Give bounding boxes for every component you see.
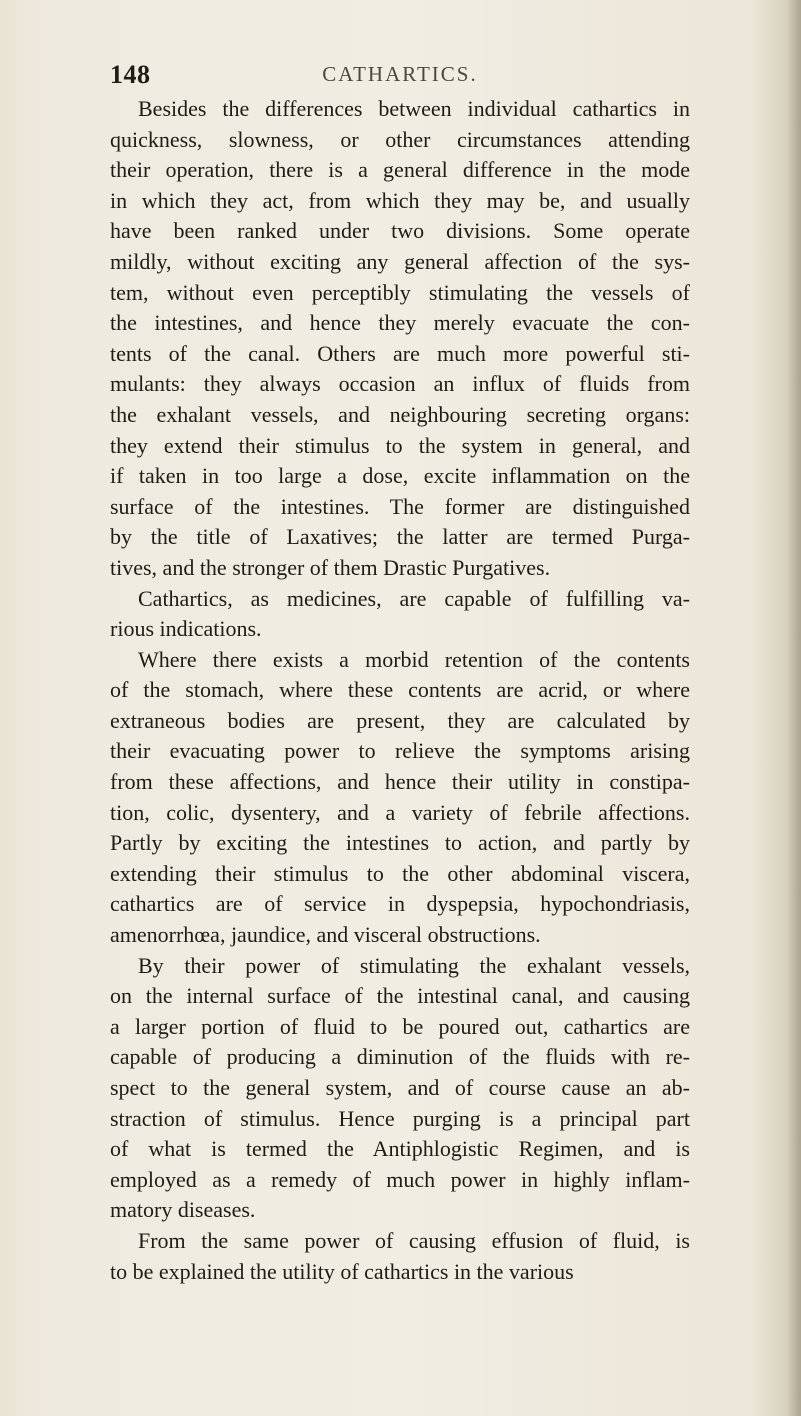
- text-line: matory diseases.: [110, 1197, 256, 1223]
- text-line: surface of the intestines. The former are distinguished: [110, 493, 690, 519]
- text-line: quickness, slowness, or other circumstances attending: [110, 126, 690, 152]
- text-line: their operation, there is a general difference in the mode: [110, 157, 690, 183]
- text-line: on the internal surface of the intestinal canal, and causing: [110, 983, 690, 1009]
- paragraph-2: [110, 584, 690, 645]
- text-line: Partly by exciting the intestines to action, and partly by: [110, 830, 690, 856]
- text-line: amenorrhœa, jaundice, and visceral obstructions.: [110, 922, 541, 948]
- text-line: Besides the differences between individual cathartics in: [138, 96, 690, 121]
- text-line: of the stomach, where these contents are acrid, or where: [110, 677, 690, 703]
- text-line: mulants: they always occasion an influx of fluids from: [110, 371, 690, 397]
- text-line: Where there exists a morbid retention of the contents: [138, 646, 690, 672]
- text-line: extraneous bodies are present, they are calculated by: [110, 707, 690, 733]
- running-head: CATHARTICS.: [322, 62, 478, 86]
- text-line: straction of stimulus. Hence purging is a principal part: [110, 1105, 690, 1131]
- text-line: their evacuating power to relieve the symptoms arising: [110, 738, 690, 764]
- paragraph-3: [110, 645, 690, 951]
- page-header: [110, 60, 690, 96]
- text-line: extending their stimulus to the other abdominal viscera,: [110, 860, 690, 886]
- text-line: capable of producing a diminution of the fluids with re-: [110, 1044, 690, 1070]
- text-line: have been ranked under two divisions. Some operate: [110, 218, 690, 244]
- paragraph-4: [110, 951, 690, 1226]
- text-line: to be explained the utility of cathartics in the various: [110, 1258, 574, 1284]
- text-line: tents of the canal. Others are much more powerful sti-: [110, 340, 690, 366]
- text-line: By their power of stimulating the exhalant vessels,: [138, 952, 690, 978]
- text-line: a larger portion of fluid to be poured out, cathartics are: [110, 1013, 690, 1039]
- text-line: employed as a remedy of much power in highly inflam-: [110, 1166, 690, 1192]
- body-text: [110, 94, 690, 1287]
- text-line: by the title of Laxatives; the latter are termed Purga-: [110, 524, 690, 550]
- paragraph-5: [110, 1226, 690, 1287]
- text-line: From the same power of causing effusion of fluid, is: [138, 1227, 690, 1253]
- text-line: in which they act, from which they may be, and usually: [110, 187, 690, 213]
- text-line: mildly, without exciting any general affection of the sys-: [110, 248, 690, 274]
- text-line: spect to the general system, and of course cause an ab-: [110, 1075, 690, 1100]
- text-line: tives, and the stronger of them Drastic Purgatives.: [110, 554, 551, 580]
- text-line: the exhalant vessels, and neighbouring secreting organs:: [110, 401, 690, 427]
- page-edge-shadow: [787, 0, 801, 1416]
- text-line: tem, without even perceptibly stimulating the vessels of: [110, 279, 690, 305]
- text-line: cathartics are of service in dyspepsia, hypochondriasis,: [110, 891, 690, 917]
- text-line: from these affections, and hence their utility in constipa-: [110, 769, 690, 795]
- text-line: rious indications.: [110, 616, 262, 642]
- page-number: 148: [110, 60, 151, 89]
- text-line: tion, colic, dysentery, and a variety of febrile affections.: [110, 799, 690, 825]
- text-line: the intestines, and hence they merely evacuate the con-: [110, 310, 690, 336]
- text-line: they extend their stimulus to the system in general, and: [110, 432, 690, 458]
- paragraph-1: [110, 94, 690, 584]
- text-line: Cathartics, as medicines, are capable of fulfilling va-: [138, 585, 690, 611]
- text-line: if taken in too large a dose, excite inflammation on the: [110, 463, 690, 489]
- text-line: of what is termed the Antiphlogistic Regimen, and is: [110, 1136, 690, 1162]
